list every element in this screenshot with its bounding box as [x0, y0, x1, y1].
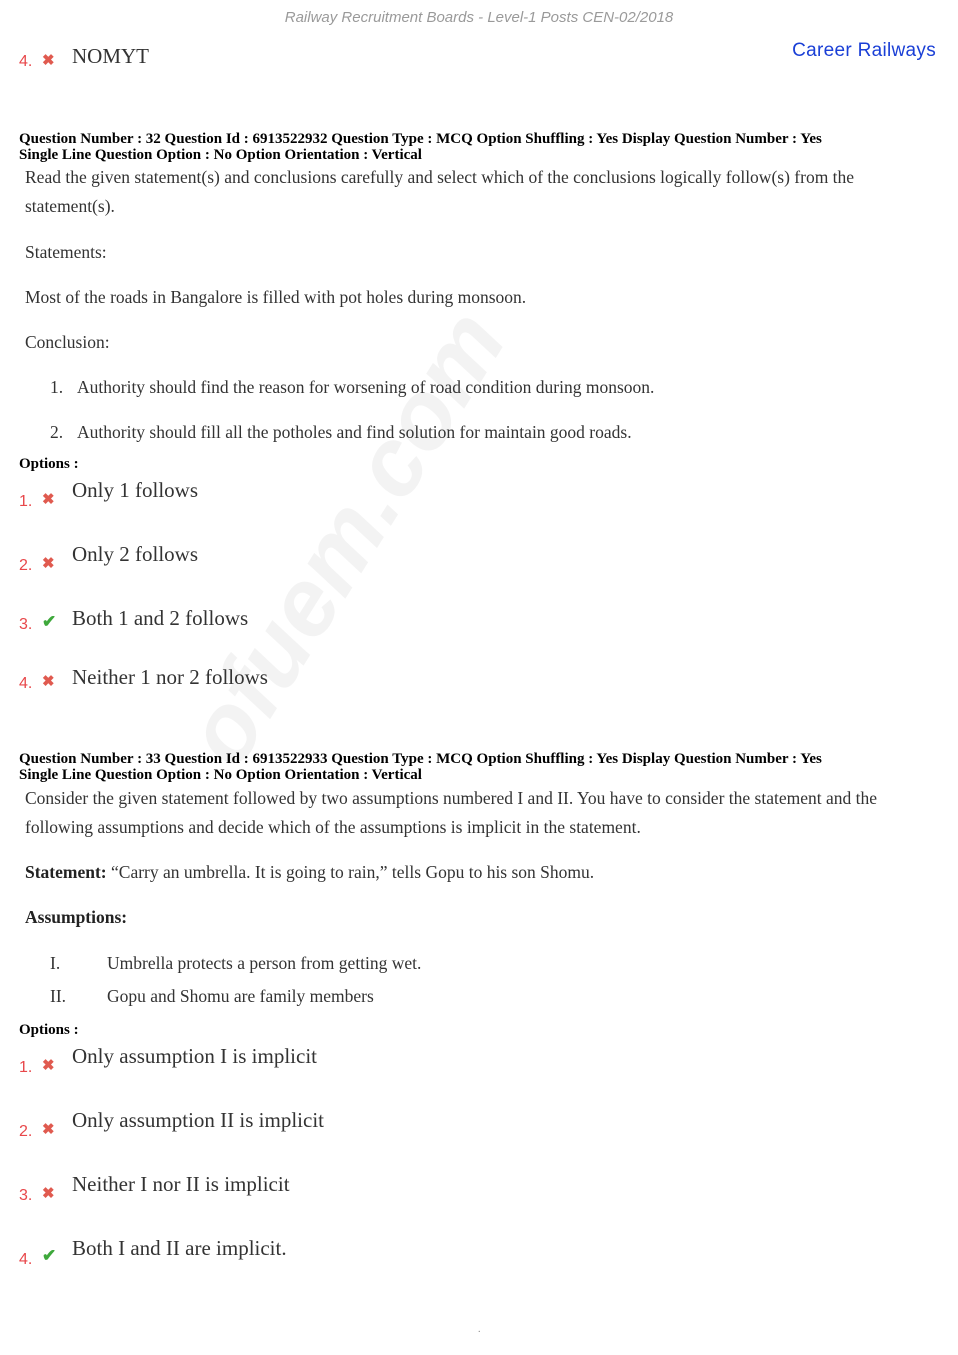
option-number: 2.	[19, 557, 33, 574]
option-text: Neither I nor II is implicit	[72, 1172, 290, 1196]
question-meta-line2: Single Line Question Option : No Option Orientation : Vertical	[19, 147, 422, 163]
option-number: 3.	[19, 616, 33, 633]
wrong-mark-icon: ✖	[42, 1058, 55, 1074]
options-label: Options :	[19, 1022, 79, 1038]
conclusion-text: Authority should fill all the potholes and find solution for maintain good roads.	[77, 422, 632, 442]
correct-check-icon: ✔	[42, 612, 57, 631]
question-intro: Read the given statement(s) and conclusions carefully and select which of the conclusions logically follow(s) from the statement(s).	[25, 167, 855, 216]
conclusion-number: 2.	[50, 422, 64, 442]
page-header-title: Railway Recruitment Boards - Level-1 Posts CEN-02/2018	[284, 9, 674, 26]
option-text: Only 1 follows	[72, 478, 198, 502]
option-text: Both I and II are implicit.	[72, 1236, 287, 1260]
correct-check-icon: ✔	[42, 1246, 57, 1265]
assumption-text: Umbrella protects a person from getting wet.	[107, 953, 422, 973]
assumption-number: I.	[50, 953, 61, 973]
option-text: Only assumption II is implicit	[72, 1108, 324, 1132]
option-text: NOMYT	[72, 44, 149, 68]
wrong-mark-icon: ✖	[42, 492, 55, 508]
option-number: 1.	[19, 493, 33, 510]
option-text: Only assumption I is implicit	[72, 1044, 317, 1068]
wrong-mark-icon: ✖	[42, 674, 55, 690]
option-number: 4.	[19, 675, 33, 692]
option-number: 4.	[19, 1251, 33, 1268]
assumption-text: Gopu and Shomu are family members	[107, 986, 374, 1006]
option-text: Only 2 follows	[72, 542, 198, 566]
option-text: Neither 1 nor 2 follows	[72, 665, 268, 689]
statement-label: Statement:	[25, 862, 107, 882]
brand-name: Career Railways	[792, 40, 936, 61]
watermark	[163, 292, 528, 785]
option-text: Both 1 and 2 follows	[72, 606, 249, 630]
option-number: 4.	[19, 53, 33, 70]
statement-text: Most of the roads in Bangalore is filled with pot holes during monsoon.	[25, 287, 527, 307]
assumptions-label: Assumptions:	[25, 907, 128, 927]
question-meta-line2: Single Line Question Option : No Option Orientation : Vertical	[19, 767, 422, 783]
statements-label: Statements:	[25, 242, 107, 262]
conclusion-label: Conclusion:	[25, 332, 110, 352]
wrong-mark-icon: ✖	[42, 53, 55, 69]
question-meta-line1: Question Number : 32 Question Id : 6913522932 Question Type : MCQ Option Shuffling : Yes Display Question Number : Yes	[19, 131, 822, 147]
assumption-number: II.	[50, 986, 67, 1006]
conclusion-number: 1.	[50, 377, 64, 397]
conclusion-text: Authority should find the reason for worsening of road condition during monsoon.	[77, 377, 655, 397]
option-number: 1.	[19, 1059, 33, 1076]
footer-dot: .	[478, 1324, 481, 1335]
question-intro: Consider the given statement followed by two assumptions numbered I and II. You have to consider the statement and the following assumptions and decide which of the assumptions is implicit in the statement.	[25, 788, 877, 837]
wrong-mark-icon: ✖	[42, 556, 55, 572]
statement-text: “Carry an umbrella. It is going to rain,” tells Gopu to his son Shomu.	[111, 862, 595, 882]
wrong-mark-icon: ✖	[42, 1122, 55, 1138]
option-number: 3.	[19, 1187, 33, 1204]
wrong-mark-icon: ✖	[42, 1186, 55, 1202]
options-label: Options :	[19, 456, 79, 472]
question-meta-line1: Question Number : 33 Question Id : 6913522933 Question Type : MCQ Option Shuffling : Yes Display Question Number : Yes	[19, 751, 822, 767]
option-number: 2.	[19, 1123, 33, 1140]
statement-line	[25, 862, 594, 883]
